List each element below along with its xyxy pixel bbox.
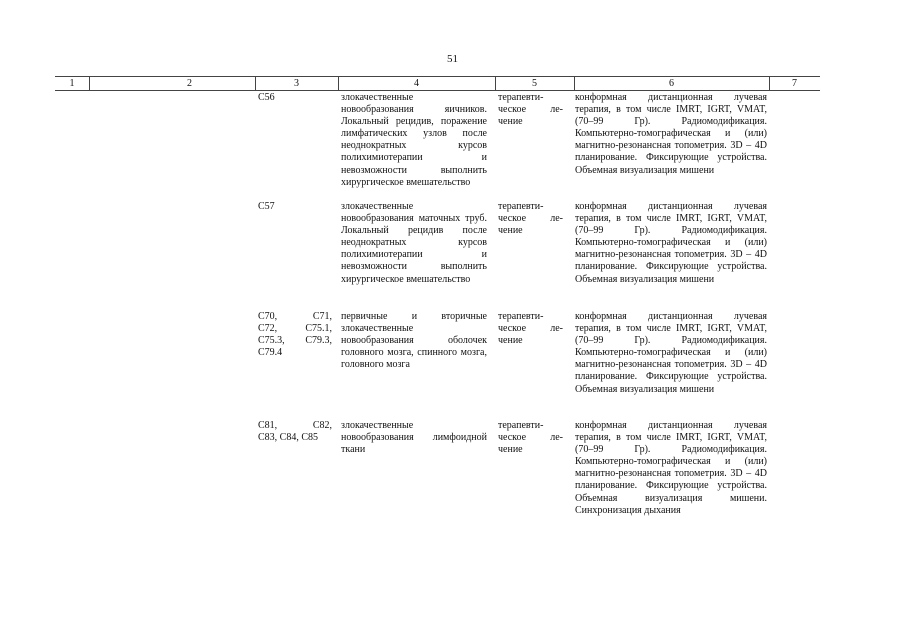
codes-cell: [258, 311, 332, 359]
description-cell: злокачественные новообразования маточных труб. Локальный рецидив после неоднократных курсов полихимиотерапии и невозможности выполнить хирургическое вмешательство: [341, 201, 487, 285]
method-cell: конформная дистанционная лучевая терапия, в том числе IMRT, IGRT, VMAT, (70–99 Гр). Радиомодификация. Компьютерно-томографическая и (или) магнитно-резонансная топометрия. 3D – 4D планирование. Фиксирующие устройства. Объемная визуализация мишени. Синхронизация дыхания: [575, 420, 767, 516]
treatment-cell: [498, 420, 563, 456]
description-cell: злокачественные новообразования лимфоидной ткани: [341, 420, 487, 456]
treatment-line: терапевти-: [498, 420, 544, 431]
header-col-7: 7: [792, 78, 797, 89]
treatment-line: чение: [498, 335, 523, 347]
codes-cell: [258, 92, 332, 104]
treatment-line: ческое ле-: [498, 213, 563, 225]
page-number: 51: [447, 53, 458, 65]
treatment-cell: [498, 311, 563, 347]
code-line: C83, C84, C85: [258, 432, 319, 444]
treatment-line: чение: [498, 225, 523, 237]
header-col-5: 5: [532, 78, 537, 89]
treatment-line: ческое ле-: [498, 104, 563, 116]
treatment-line: терапевти-: [498, 201, 544, 212]
description-cell: злокачественные новообразования яичников. Локальный рецидив, поражение лимфатических узлов после неоднократных курсов полихимиотерапии и невозможности выполнить хирургическое вмешательство: [341, 92, 487, 188]
treatment-cell: [498, 201, 563, 237]
code-line: C72, C75.1,: [258, 323, 332, 335]
code-line: C79.4: [258, 347, 283, 359]
code-line: C70, C71,: [258, 311, 332, 322]
code-line: C81, C82,: [258, 420, 332, 431]
description-cell: первичные и вторичные злокачественные новообразования оболочек головного мозга, спинного мозга, головного мозга: [341, 311, 487, 371]
codes-cell: [258, 420, 332, 444]
code-line: C75.3, C79.3,: [258, 335, 332, 347]
code-line: C57: [258, 201, 275, 212]
method-cell: конформная дистанционная лучевая терапия, в том числе IMRT, IGRT, VMAT, (70–99 Гр). Радиомодификация. Компьютерно-томографическая и (или) магнитно-резонансная топометрия. 3D – 4D планирование. Фиксирующие устройства. Объемная визуализация мишени: [575, 92, 767, 176]
method-cell: конформная дистанционная лучевая терапия, в том числе IMRT, IGRT, VMAT, (70–99 Гр). Радиомодификация. Компьютерно-томографическая и (или) магнитно-резонансная топометрия. 3D – 4D планирование. Фиксирующие устройства. Объемная визуализация мишени: [575, 201, 767, 285]
treatment-line: чение: [498, 444, 523, 456]
header-col-1: 1: [69, 78, 75, 89]
treatment-cell: [498, 92, 563, 128]
header-col-4: 4: [414, 78, 419, 89]
treatment-line: ческое ле-: [498, 432, 563, 444]
treatment-line: терапевти-: [498, 92, 544, 103]
header-col-3: 3: [294, 78, 299, 89]
table-header: [55, 76, 820, 91]
codes-cell: [258, 201, 332, 213]
header-col-2: 2: [187, 78, 192, 89]
treatment-line: терапевти-: [498, 311, 544, 322]
code-line: C56: [258, 92, 275, 103]
treatment-line: ческое ле-: [498, 323, 563, 335]
method-cell: конформная дистанционная лучевая терапия, в том числе IMRT, IGRT, VMAT, (70–99 Гр). Радиомодификация. Компьютерно-томографическая и (или) магнитно-резонансная топометрия. 3D – 4D планирование. Фиксирующие устройства. Объемная визуализация мишени: [575, 311, 767, 395]
header-col-6: 6: [669, 78, 674, 89]
treatment-line: чение: [498, 116, 523, 128]
